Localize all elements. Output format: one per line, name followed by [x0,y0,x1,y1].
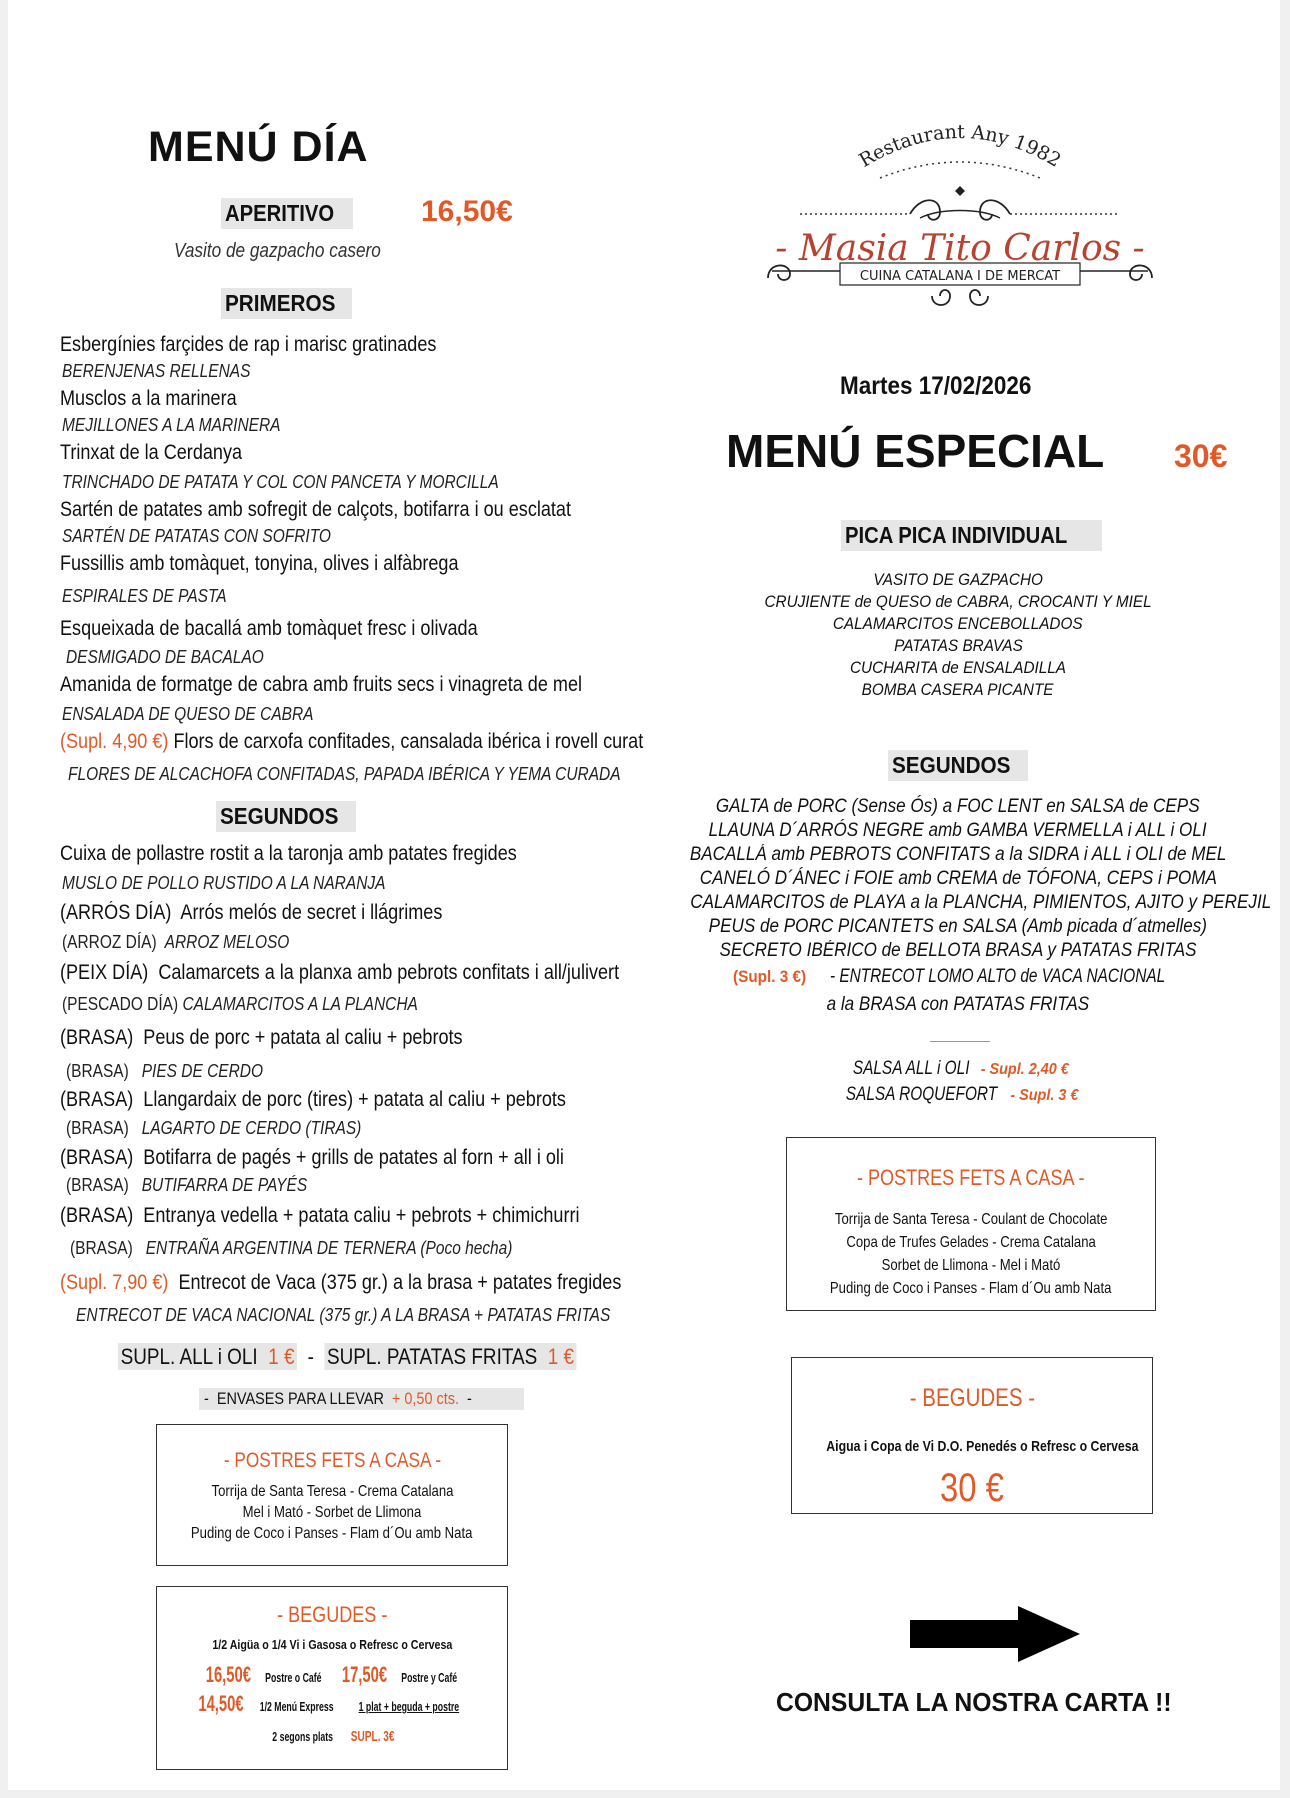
consulta-carta: CONSULTA LA NOSTRA CARTA !! [776,1687,1172,1717]
postres-line: Mel i Mató - Sorbet de Llimona [242,1504,422,1521]
begudes-line: 1/2 Aigüa o 1/4 Vi i Gasosa o Refresc o Cervesa [212,1637,452,1652]
postres-line: Torrija de Santa Teresa - Coulant de Chocolate [834,1211,1108,1228]
primero-trans: DESMIGADO DE BACALAO [66,647,264,667]
begudes-line: Aigua i Copa de Vi D.O. Penedés o Refresc o Cervesa [826,1438,1139,1455]
segundo-trans: (BRASA) ENTRAÑA ARGENTINA DE TERNERA (Poco hecha) [70,1238,513,1258]
segundo-item: SECRETO IBÉRICO de BELLOTA BRASA y PATATAS FRITAS [719,940,1197,961]
primero-name: Esqueixada de bacallá amb tomàquet fresc i olivada [60,617,478,640]
aperitivo-header: APERITIVO [221,198,353,229]
pica-list [658,570,1258,710]
segundo-trans: (BRASA) PIES DE CERDO [66,1061,263,1081]
segundos-header: SEGUNDOS [216,801,356,832]
primero-name: Fussillis amb tomàquet, tonyina, olives i alfàbrega [60,552,459,575]
pica-item: CALAMARCITOS ENCEBOLLADOS [833,614,1083,633]
postres-line: Sorbet de Llimona - Mel i Mató [881,1257,1061,1274]
segundo-item-supl: (Supl. 3 €) - ENTRECOT LOMO ALTO de VACA NACIONAL [732,966,1165,987]
segundo-item: GALTA de PORC (Sense Ós) a FOC LENT en SALSA de CEPS [716,796,1200,817]
segundo-trans: ENTRECOT DE VACA NACIONAL (375 gr.) A LA BRASA + PATATAS FRITAS [76,1305,611,1325]
begudes-express-row: 14,50€ 1/2 Menú Express 1 plat + beguda + postre [198,1691,460,1716]
aperitivo-price: 16,50€ [421,195,513,228]
pica-item: CUCHARITA de ENSALADILLA [850,658,1066,677]
segundo-name: (BRASA) Botifarra de pagés + grills de patates al forn + all i oli [60,1146,564,1169]
begudes-title: - BEGUDES - [276,1602,388,1627]
postres-line: Torrija de Santa Teresa - Crema Catalana [211,1483,453,1500]
salsa-item: SALSA ROQUEFORT - Supl. 3 € [845,1084,1079,1105]
date: Martes 17/02/2026 [840,372,1032,400]
segundo-name: (PEIX DÍA) Calamarcets a la planxa amb pebrots confitats i all/julivert [60,961,620,984]
begudes-prices-row: 16,50€ Postre o Café 17,50€ Postre y Café [205,1662,457,1687]
left-begudes-box [156,1586,508,1770]
svg-text:- Masia Tito Carlos -: - Masia Tito Carlos - [775,228,1145,269]
pica-item: BOMBA CASERA PICANTE [862,680,1054,699]
right-postres-box [786,1137,1156,1311]
divider [930,1041,990,1042]
postres-title: - POSTRES FETS A CASA - [857,1165,1085,1190]
segundo-name: (BRASA) Llangardaix de porc (tires) + patata al caliu + pebrots [60,1088,566,1111]
begudes-segons-row: 2 segons plats SUPL. 3€ [272,1728,394,1745]
primero-trans: ENSALADA DE QUESO DE CABRA [62,704,314,724]
primero-name: Trinxat de la Cerdanya [60,441,243,464]
postres-line: Copa de Trufes Gelades - Crema Catalana [846,1234,1096,1251]
primero-name: Sartén de patates amb sofregit de calçots, botifarra i ou esclatat [60,498,571,521]
right-segundos-header: SEGUNDOS [888,750,1028,781]
primero-name: Esbergínies farçides de rap i marisc gratinades [60,333,437,356]
segundo-trans: (BRASA) LAGARTO DE CERDO (TIRAS) [66,1118,362,1138]
salsas-list [658,1058,1258,1108]
primero-trans: FLORES DE ALCACHOFA CONFITADAS, PAPADA IBÉRICA Y YEMA CURADA [68,764,621,784]
menu-especial-title: MENÚ ESPECIAL [726,425,1105,477]
pica-item: CRUJIENTE de QUESO de CABRA, CROCANTI Y MIEL [764,592,1152,611]
supl-price: (Supl. 4,90 €) [60,730,169,753]
arrow-right-icon [908,1606,1084,1662]
aperitivo-item: Vasito de gazpacho casero [174,240,381,262]
primero-trans: TRINCHADO DE PATATA Y COL CON PANCETA Y MORCILLA [62,472,499,492]
svg-text:CUINA CATALANA I DE MERCAT: CUINA CATALANA I DE MERCAT [859,269,1061,284]
right-segundos-list [658,796,1272,1016]
menu-dia-title: MENÚ DÍA [148,123,369,171]
left-postres-box [156,1424,508,1566]
segundo-name-supl: (Supl. 7,90 €) Entrecot de Vaca (375 gr.) a la brasa + patates fregides [60,1271,622,1294]
begudes-title: - BEGUDES - [909,1384,1035,1412]
envases-line: - ENVASES PARA LLEVAR + 0,50 cts. - [199,1388,524,1410]
segundo-trans: MUSLO DE POLLO RUSTIDO A LA NARANJA [62,873,386,893]
pica-item: VASITO DE GAZPACHO [873,570,1043,589]
primero-trans: ESPIRALES DE PASTA [62,586,227,606]
primero-name: Amanida de formatge de cabra amb fruits secs i vinagreta de mel [60,673,583,696]
postres-title: - POSTRES FETS A CASA - [223,1449,441,1472]
pica-header: PICA PICA INDIVIDUAL [841,520,1102,551]
postres-line: Puding de Coco i Panses - Flam d´Ou amb Nata [830,1280,1112,1297]
segundo-name: (ARRÓS DÍA) Arrós melós de secret i llágrimes [60,901,443,924]
primero-trans: BERENJENAS RELLENAS [62,361,251,381]
menu-page [8,0,1280,1790]
segundo-trans: (PESCADO DÍA) CALAMARCITOS A LA PLANCHA [62,994,418,1014]
logo-ornament [760,118,1180,318]
primeros-header: PRIMEROS [221,288,352,319]
svg-text:Restaurant Any 1982: Restaurant Any 1982 [855,120,1065,172]
salsa-item: SALSA ALL i OLI - Supl. 2,40 € [853,1058,1070,1079]
supl-price: (Supl. 7,90 €) [60,1271,169,1294]
segundo-name: Cuixa de pollastre rostit a la taronja amb patates fregides [60,842,517,865]
segundo-name: (BRASA) Entranya vedella + patata caliu + pebrots + chimichurri [60,1204,580,1227]
segundo-item: CALAMARCITOS de PLAYA a la PLANCHA, PIMIENTOS, AJITO y PEREJIL [690,892,1272,913]
segundo-trans: (BRASA) BUTIFARRA DE PAYÉS [66,1175,308,1195]
segundo-trans: (ARROZ DÍA) ARROZ MELOSO [62,932,290,952]
segundo-item: PEUS de PORC PICANTETS en SALSA (Amb picada d´atmelles) [708,916,1208,937]
pica-item: PATATAS BRAVAS [893,636,1023,655]
segundo-item: LLAUNA D´ARRÓS NEGRE amb GAMBA VERMELLA i ALL i OLI [709,820,1207,841]
primero-name-supl: (Supl. 4,90 €) Flors de carxofa confitades, cansalada ibérica i rovell curat [60,730,644,753]
segundo-item-supl-cont: a la BRASA con PATATAS FRITAS [826,994,1090,1015]
primero-trans: MEJILLONES A LA MARINERA [62,415,281,435]
right-begudes-box [791,1357,1153,1514]
primero-name: Musclos a la marinera [60,387,237,410]
segundo-item: BACALLÁ amb PEBROTS CONFITATS a la SIDRA i ALL i OLI de MEL [689,844,1227,865]
segundo-item: CANELÓ D´ÁNEC i FOIE amb CREMA de TÓFONA, CEPS i POMA [699,868,1217,889]
begudes-price: 30 € [940,1466,1004,1510]
primero-trans: SARTÉN DE PATATAS CON SOFRITO [62,526,331,546]
supl-line: SUPL. ALL i OLI 1 € - SUPL. PATATAS FRITAS 1 € [118,1344,577,1370]
restaurant-logo [760,118,1180,318]
segundo-name: (BRASA) Peus de porc + patata al caliu + pebrots [60,1026,463,1049]
menu-especial-price: 30€ [1174,438,1228,474]
postres-line: Puding de Coco i Panses - Flam d´Ou amb Nata [191,1525,473,1542]
